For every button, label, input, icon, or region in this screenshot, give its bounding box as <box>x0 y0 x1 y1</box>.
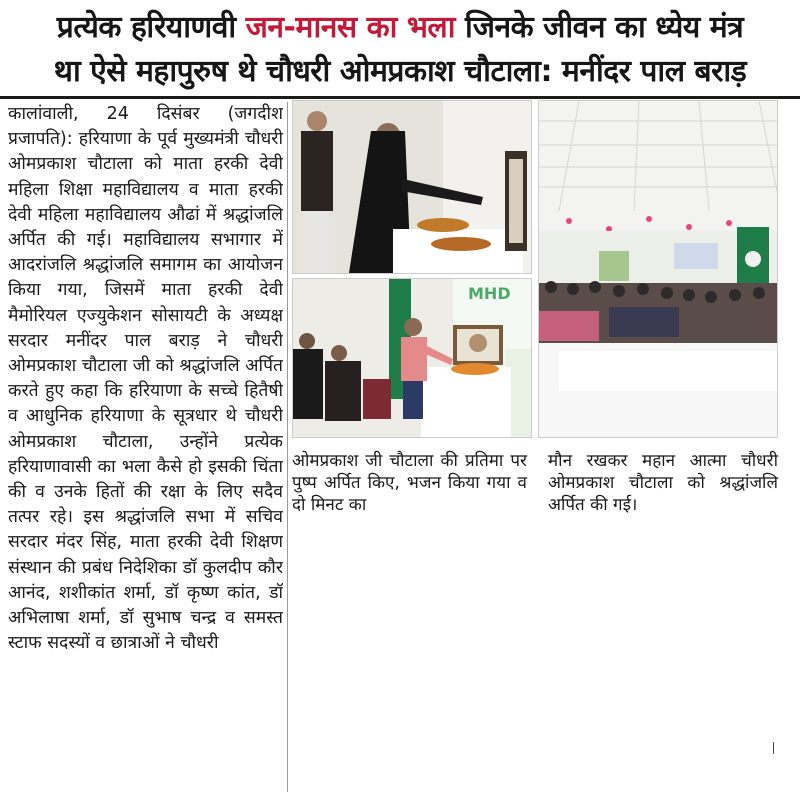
photo-floral-tribute-art <box>293 279 531 437</box>
column-divider <box>287 102 288 792</box>
caption-right: मौन रखकर महान आत्मा चौधरी ओमप्रकाश चौटाला को श्रद्धांजलि अर्पित की गई। <box>548 451 778 515</box>
headline-highlight: जन-मानस का भला <box>245 10 456 45</box>
article-body: कालांवाली, 24 दिसंबर (जगदीश प्रजापति): हरियाणा के पूर्व मुख्यमंत्री चौधरी ओमप्रकाश चौटाला को माता हरकी देवी महिला शिक्षा महाविद्यालय व माता हरकी देवी महिला महाविद्यालय औढां में श्रद्धांजलि अर्पित की गई। महाविद्यालय सभागार में आदरांजलि श्रद्धांजलि समागम का आयोजन किया गया, जिसमें माता हरकी देवी मैमोरियल एज्युकेशन सोसायटी के अध्यक्ष सरदार मनींदर पाल बराड़ ने चौधरी ओमप्रकाश चौटाला जी को श्रद्धांजलि अर्पित करते हुए कहा कि हरियाणा के सच्चे हितैषी व आधुनिक हरियाणा के सूत्रधार थे चौधरी ओमप्रकाश चौटाला, उन्होंने प्रत्येक हरियाणावासी का भला कैसे हो इसकी चिंता की व उनके हितों की रक्षा के लिए सदैव तत्पर रहे। इस श्रद्धांजलि सभा में सचिव सरदार मंदर सिंह, माता हरकी देवी शिक्षण संस्थान की प्रबंध निदेशिका डॉ कुलदीप कौर आनंद, शशीकांत शर्मा, डॉ कृष्ण कांत, डॉ अभिलाषा शर्मा, डॉ सुभाष चन्द्र व समस्त स्टाफ सदस्यों व छात्राओं ने चौधरी <box>8 104 283 654</box>
headline-line-2: था ऐसे महापुरुष थे चौधरी ओमप्रकाश चौटाला: मनींदर पाल बराड़ <box>53 54 747 89</box>
headline-rule <box>0 96 800 99</box>
photo-assembly-hall-art <box>539 101 777 437</box>
photo-banner-text: MHD <box>468 284 511 303</box>
page-mark <box>773 742 774 754</box>
caption-left: ओमप्रकाश जी चौटाला की प्रतिमा पर पुष्प अर्पित किए, भजन किया गया व दो मिनट का <box>292 451 527 515</box>
photo-tribute-portrait <box>292 100 532 274</box>
headline-line-1 <box>6 6 794 50</box>
headline <box>6 6 794 94</box>
headline-text-1: प्रत्येक हरियाणवी <box>56 10 246 45</box>
photo-tribute-portrait-art <box>293 101 531 273</box>
headline-text-2: जिनके जीवन का ध्येय मंत्र <box>455 10 744 45</box>
photo-assembly-hall <box>538 100 778 438</box>
photo-floral-tribute <box>292 278 532 438</box>
